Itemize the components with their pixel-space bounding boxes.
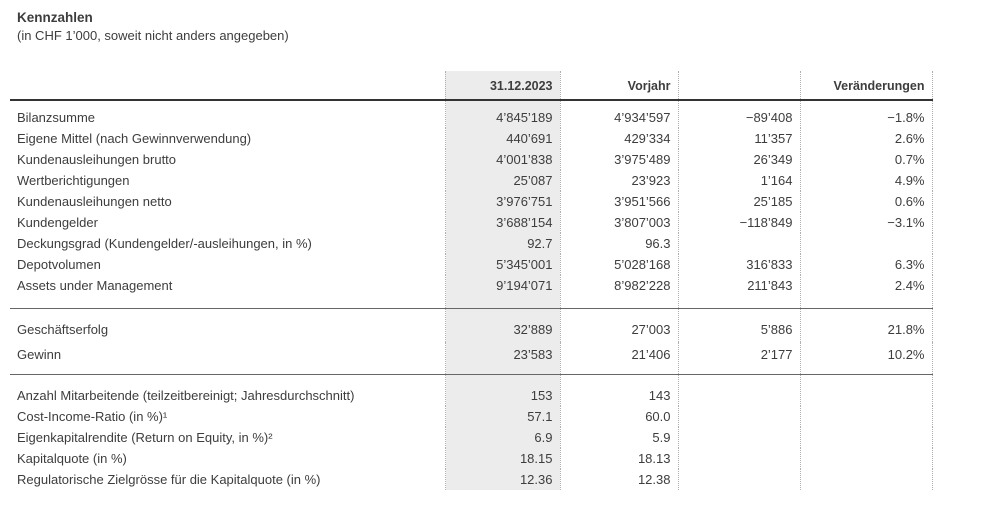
cell-value xyxy=(678,448,800,469)
table-row xyxy=(10,149,932,170)
cell-value xyxy=(800,427,932,448)
cell-value: 3’976’751 xyxy=(445,191,560,212)
cell-value: 10.2% xyxy=(800,342,932,375)
table-row xyxy=(10,212,932,233)
table-row xyxy=(10,254,932,275)
cell-value xyxy=(678,427,800,448)
row-label: Wertberichtigungen xyxy=(17,173,130,188)
row-label: Kapitalquote (in %) xyxy=(17,451,127,466)
cell-value: 9’194’071 xyxy=(445,275,560,309)
page-title: Kennzahlen xyxy=(17,10,93,25)
cell-value: −1.8% xyxy=(800,100,932,128)
row-label: Regulatorische Zielgrösse für die Kapitalquote (in %) xyxy=(17,472,321,487)
table-row xyxy=(10,170,932,191)
cell-value: 211’843 xyxy=(678,275,800,309)
cell-value: 0.7% xyxy=(800,149,932,170)
page-subtitle: (in CHF 1’000, soweit nicht anders angegeben) xyxy=(17,28,289,43)
cell-value: 6.9 xyxy=(445,427,560,448)
row-label: Assets under Management xyxy=(17,278,173,293)
cell-value: 57.1 xyxy=(445,406,560,427)
row-label: Kundengelder xyxy=(17,215,98,230)
cell-value: 18.13 xyxy=(560,448,678,469)
cell-value: −3.1% xyxy=(800,212,932,233)
cell-value: 23’923 xyxy=(560,170,678,191)
cell-value: 2.6% xyxy=(800,128,932,149)
cell-value xyxy=(800,448,932,469)
row-label: Cost-Income-Ratio (in %)¹ xyxy=(17,409,168,424)
row-label: Kundenausleihungen brutto xyxy=(17,152,177,167)
cell-value: 1’164 xyxy=(678,170,800,191)
report-header xyxy=(17,9,1000,45)
cell-value: 21’406 xyxy=(560,342,678,375)
cell-value: 12.36 xyxy=(445,469,560,490)
cell-value: 11’357 xyxy=(678,128,800,149)
table-row xyxy=(10,233,932,254)
cell-value: 5’345’001 xyxy=(445,254,560,275)
cell-value: 5.9 xyxy=(560,427,678,448)
row-label: Gewinn xyxy=(17,347,62,362)
cell-value: 18.15 xyxy=(445,448,560,469)
row-label: Eigenkapitalrendite (Return on Equity, in %)² xyxy=(17,430,273,445)
table-header-row xyxy=(10,71,932,100)
section-results xyxy=(10,309,932,375)
section-ratios xyxy=(10,375,932,491)
cell-value: 5’028’168 xyxy=(560,254,678,275)
table-row xyxy=(10,309,932,343)
cell-value: 143 xyxy=(560,375,678,407)
cell-value xyxy=(800,375,932,407)
row-label: Anzahl Mitarbeitende (teilzeitbereinigt; Jahresdurchschnitt) xyxy=(17,388,355,403)
table-row xyxy=(10,342,932,375)
cell-value xyxy=(800,469,932,490)
table-row xyxy=(10,375,932,407)
header-previous-year: Vorjahr xyxy=(560,71,678,100)
cell-value: 8’982’228 xyxy=(560,275,678,309)
table-row xyxy=(10,100,932,128)
cell-value: 4’934’597 xyxy=(560,100,678,128)
cell-value: 153 xyxy=(445,375,560,407)
header-label-column xyxy=(10,71,445,100)
cell-value: 3’688’154 xyxy=(445,212,560,233)
cell-value xyxy=(800,406,932,427)
cell-value xyxy=(678,375,800,407)
kennzahlen-table xyxy=(10,71,933,490)
cell-value xyxy=(678,469,800,490)
row-label: Geschäftserfolg xyxy=(17,322,109,337)
row-label: Eigene Mittel (nach Gewinnverwendung) xyxy=(17,131,252,146)
cell-value xyxy=(800,233,932,254)
header-changes: Veränderungen xyxy=(800,71,932,100)
table-row xyxy=(10,275,932,309)
cell-value: 32’889 xyxy=(445,309,560,343)
cell-value: 21.8% xyxy=(800,309,932,343)
cell-value: 0.6% xyxy=(800,191,932,212)
cell-value: 3’807’003 xyxy=(560,212,678,233)
cell-value: −89’408 xyxy=(678,100,800,128)
cell-value: 12.38 xyxy=(560,469,678,490)
header-change-absolute xyxy=(678,71,800,100)
cell-value: 429’334 xyxy=(560,128,678,149)
cell-value: 4’001’838 xyxy=(445,149,560,170)
cell-value: 96.3 xyxy=(560,233,678,254)
cell-value: −118’849 xyxy=(678,212,800,233)
cell-value: 440’691 xyxy=(445,128,560,149)
cell-value: 3’951’566 xyxy=(560,191,678,212)
header-current-year: 31.12.2023 xyxy=(445,71,560,100)
table-row xyxy=(10,406,932,427)
cell-value: 26’349 xyxy=(678,149,800,170)
cell-value: 3’975’489 xyxy=(560,149,678,170)
cell-value: 60.0 xyxy=(560,406,678,427)
cell-value: 2.4% xyxy=(800,275,932,309)
cell-value: 6.3% xyxy=(800,254,932,275)
table-row xyxy=(10,448,932,469)
cell-value: 2’177 xyxy=(678,342,800,375)
cell-value: 25’087 xyxy=(445,170,560,191)
table-row xyxy=(10,427,932,448)
cell-value: 27’003 xyxy=(560,309,678,343)
cell-value: 5’886 xyxy=(678,309,800,343)
row-label: Depotvolumen xyxy=(17,257,101,272)
table-row xyxy=(10,128,932,149)
cell-value: 316’833 xyxy=(678,254,800,275)
row-label: Kundenausleihungen netto xyxy=(17,194,172,209)
table-row xyxy=(10,469,932,490)
table-row xyxy=(10,191,932,212)
cell-value: 23’583 xyxy=(445,342,560,375)
cell-value: 4’845’189 xyxy=(445,100,560,128)
cell-value: 4.9% xyxy=(800,170,932,191)
cell-value xyxy=(678,406,800,427)
cell-value: 92.7 xyxy=(445,233,560,254)
row-label: Bilanzsumme xyxy=(17,110,96,125)
section-balance-sheet xyxy=(10,100,932,309)
row-label: Deckungsgrad (Kundengelder/-ausleihungen, in %) xyxy=(17,236,312,251)
cell-value xyxy=(678,233,800,254)
cell-value: 25’185 xyxy=(678,191,800,212)
